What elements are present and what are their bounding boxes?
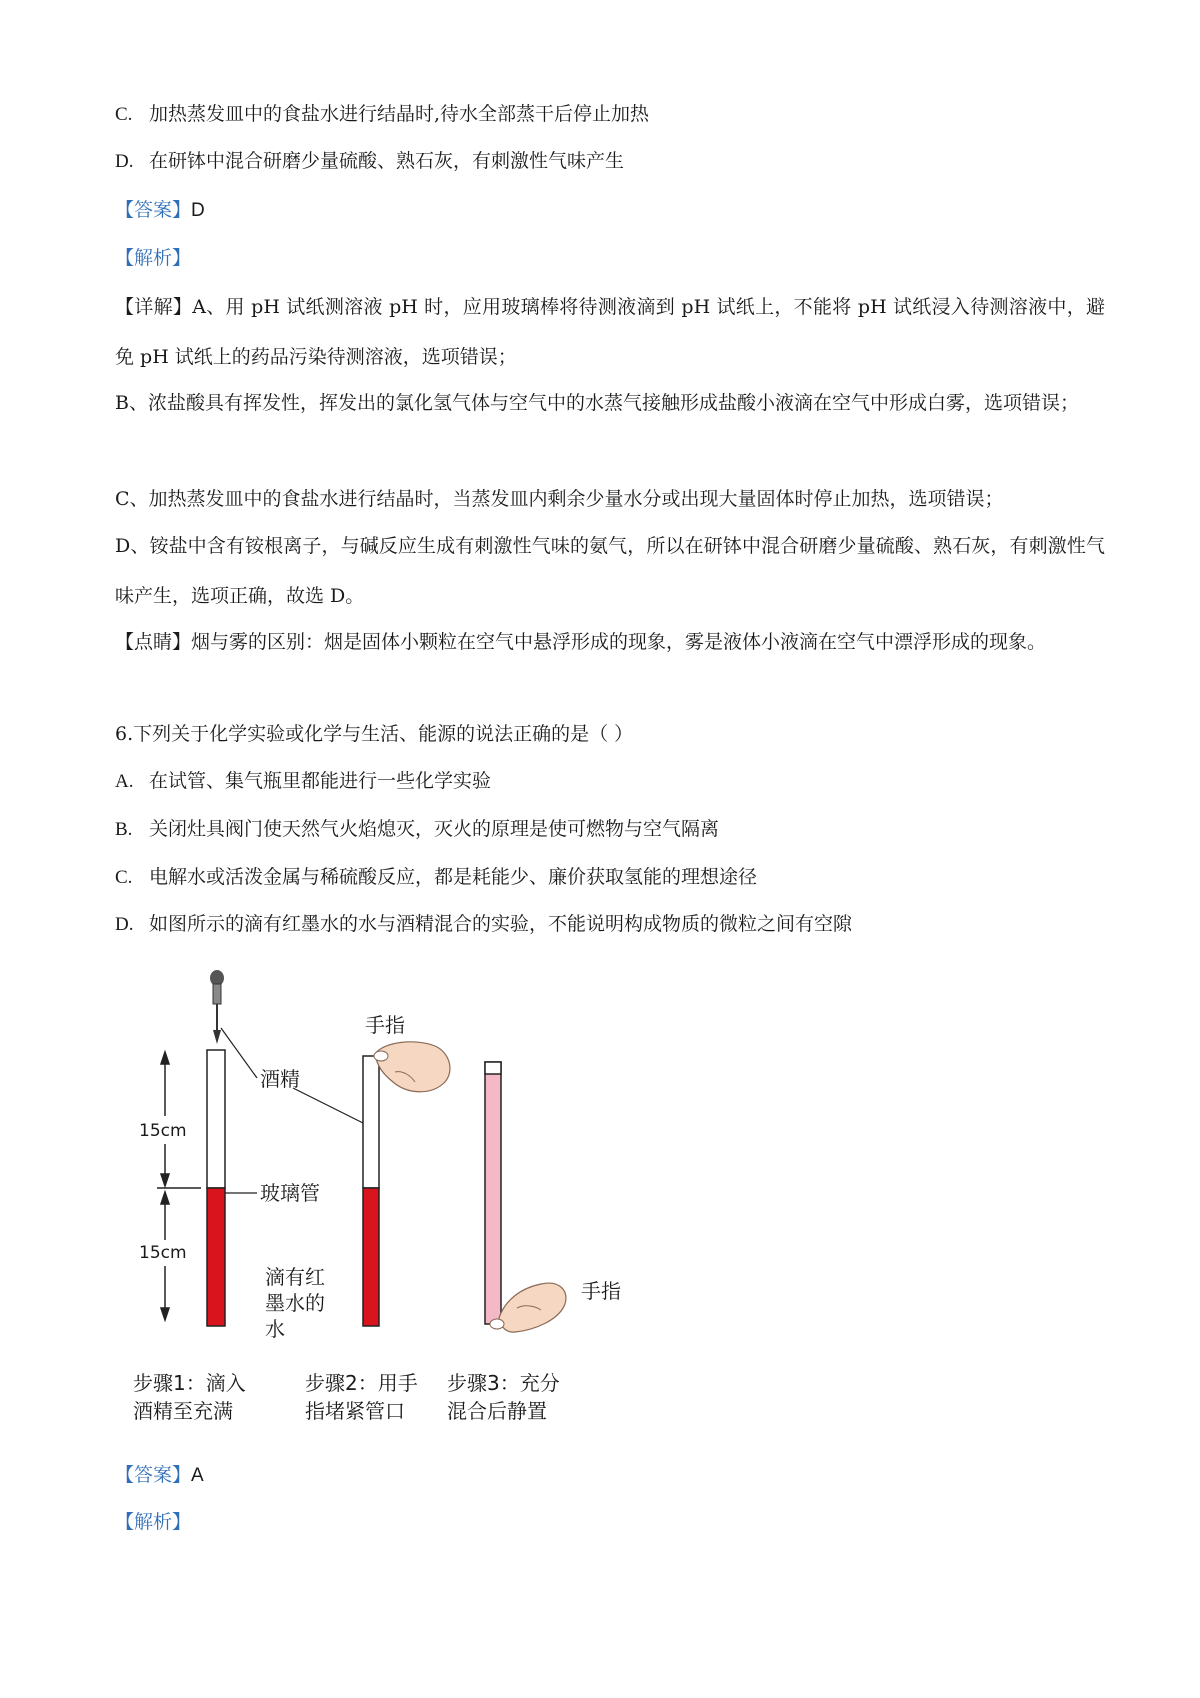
option-label: C. [115, 867, 133, 888]
q5-option-c [115, 101, 649, 128]
step3-caption-line1: 步骤3：充分 [447, 1371, 560, 1395]
q5-option-d [115, 148, 624, 175]
finger-top-label: 手指 [365, 1013, 405, 1037]
q6-analysis-tag: 【解析】 [115, 1511, 192, 1533]
dim-bottom-label: 15cm [139, 1243, 187, 1263]
q5-analysis-tag: 【解析】 [115, 247, 192, 269]
step1-caption-line2: 酒精至充满 [133, 1399, 233, 1423]
experiment-diagram [125, 958, 665, 1438]
q5-detail-b: B、浓盐酸具有挥发性，挥发出的氯化氢气体与空气中的水蒸气接触形成盐酸小液滴在空气中形成白雾，选项错误； [115, 392, 1079, 414]
tube1-water [207, 1188, 225, 1326]
q6-stem: 6.下列关于化学实验或化学与生活、能源的说法正确的是（ ） [115, 723, 634, 745]
q6-option-a [115, 768, 491, 795]
answer-tag: 【答案】 [115, 1464, 192, 1486]
step3-caption-line2: 混合后静置 [447, 1399, 547, 1423]
step2-caption-line2: 指堵紧管口 [305, 1399, 405, 1423]
step2-caption-line1: 步骤2：用手 [305, 1371, 418, 1395]
finger-bottom-label: 手指 [581, 1279, 621, 1303]
option-label: D. [115, 151, 134, 172]
alcohol-label: 酒精 [260, 1067, 300, 1091]
answer-tag: 【答案】 [115, 199, 192, 221]
tube2-alcohol [363, 1056, 379, 1188]
water-label-1: 滴有红 [265, 1265, 325, 1289]
answer-value: D [191, 200, 205, 221]
option-label: C. [115, 104, 133, 125]
tube3-gap [485, 1062, 501, 1074]
tube1-alcohol [207, 1050, 225, 1188]
q5-answer [115, 197, 205, 224]
q5-key-point: 【点睛】烟与雾的区别：烟是固体小颗粒在空气中悬浮形成的现象，雾是液体小液滴在空气中漂浮形成的现象。 [115, 631, 1047, 653]
dimension-arrows [157, 1052, 201, 1320]
q6-option-d [115, 911, 852, 938]
water-label-3: 水 [265, 1317, 285, 1341]
q5-detail-c: C、加热蒸发皿中的食盐水进行结晶时，当蒸发皿内剩余少量水分或出现大量固体时停止加热，选项错误； [115, 488, 1004, 510]
step1-caption-line1: 步骤1：滴入 [133, 1371, 246, 1395]
q6-answer [115, 1462, 204, 1489]
option-text: 在试管、集气瓶里都能进行一些化学实验 [149, 770, 492, 792]
q6-option-c [115, 864, 757, 891]
finger-top-icon [374, 1042, 450, 1092]
dim-top-label: 15cm [139, 1121, 187, 1141]
dropper-icon [210, 970, 224, 1044]
option-text: 加热蒸发皿中的食盐水进行结晶时,待水全部蒸干后停止加热 [149, 103, 650, 125]
answer-value: A [191, 1465, 204, 1486]
option-label: B. [115, 819, 133, 840]
leader-lines [221, 1028, 373, 1193]
experiment-figure [125, 958, 665, 1442]
glass-tube-label: 玻璃管 [260, 1181, 320, 1205]
option-text: 在研钵中混合研磨少量硫酸、熟石灰，有刺激性气味产生 [149, 150, 625, 172]
q6-option-b [115, 816, 719, 843]
option-text: 关闭灶具阀门使天然气火焰熄灭，灭火的原理是使可燃物与空气隔离 [149, 818, 720, 840]
q5-detail-d: D、铵盐中含有铵根离子，与碱反应生成有刺激性气味的氨气，所以在研钵中混合研磨少量硫酸、熟石灰，有刺激性气味产生，选项正确，故选 D。 [115, 535, 1105, 607]
option-label: A. [115, 771, 134, 792]
tube2-water [363, 1188, 379, 1326]
option-text: 电解水或活泼金属与稀硫酸反应，都是耗能少、廉价获取氢能的理想途径 [149, 866, 758, 888]
water-label-2: 墨水的 [265, 1291, 325, 1315]
option-text: 如图所示的滴有红墨水的水与酒精混合的实验，不能说明构成物质的微粒之间有空隙 [149, 913, 853, 935]
option-label: D. [115, 914, 134, 935]
tube3-mixed [485, 1062, 501, 1324]
q5-detail-a: 【详解】A、用 pH 试纸测溶液 pH 时，应用玻璃棒将待测液滴到 pH 试纸上，不能将 pH 试纸浸入待测溶液中，避免 pH 试纸上的药品污染待测溶液，选项错误； [115, 296, 1105, 368]
